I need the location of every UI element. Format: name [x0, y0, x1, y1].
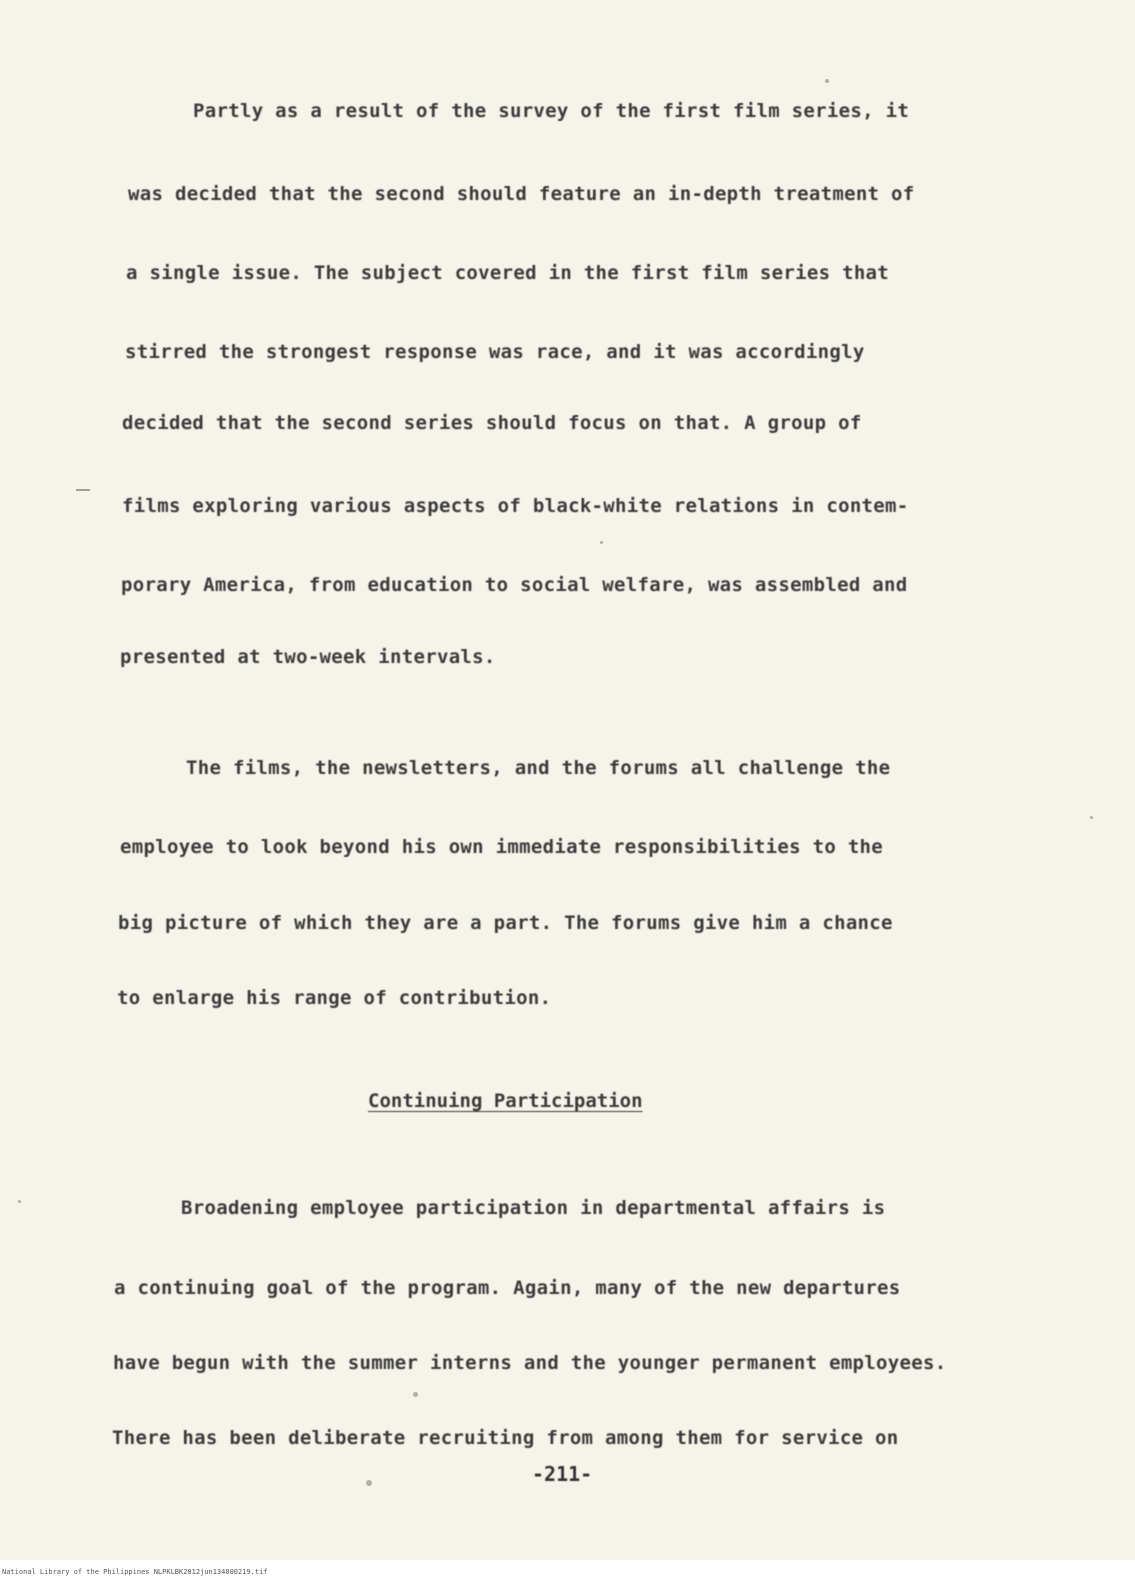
margin-mark	[76, 489, 90, 491]
paper-speck	[18, 1200, 21, 1203]
paragraph-1-line-7: porary America, from education to social welfare, was assembled and	[121, 574, 908, 596]
paper-speck	[413, 1392, 418, 1397]
paragraph-1-line-2: was decided that the second should feature an in-depth treatment of	[128, 183, 915, 205]
paragraph-3-line-3: have begun with the summer interns and the younger permanent employees.	[113, 1352, 947, 1374]
page-number: -211-	[532, 1462, 593, 1486]
paragraph-3-line-4: There has been deliberate recruiting from among them for service on	[112, 1427, 899, 1449]
paragraph-2-line-1: The films, the newsletters, and the forums all challenge the	[186, 757, 891, 779]
paper-speck	[1090, 816, 1093, 819]
paragraph-1-line-3: a single issue. The subject covered in the first film series that	[126, 262, 890, 284]
paper-speck	[600, 541, 603, 544]
paper-speck	[366, 1480, 372, 1486]
paragraph-3-line-1: Broadening employee participation in departmental affairs is	[181, 1197, 886, 1219]
paragraph-1-line-6: films exploring various aspects of black-white relations in contem-	[122, 495, 909, 517]
scan-label: National Library of the Philippines NLPKLBK2012jun134800219.tif	[2, 1568, 268, 1576]
paragraph-1-line-4: stirred the strongest response was race, and it was accordingly	[125, 341, 865, 363]
paragraph-1-line-5: decided that the second series should focus on that. A group of	[122, 412, 862, 434]
section-heading: Continuing Participation	[368, 1090, 643, 1112]
paper-speck	[825, 79, 829, 83]
paragraph-3-line-2: a continuing goal of the program. Again, many of the new departures	[114, 1277, 901, 1299]
paragraph-1-line-8: presented at two-week intervals.	[120, 646, 496, 668]
paragraph-2-line-4: to enlarge his range of contribution.	[117, 987, 552, 1009]
paragraph-2-line-3: big picture of which they are a part. The forums give him a chance	[118, 912, 893, 934]
paragraph-1-line-1: Partly as a result of the survey of the first film series, it	[193, 100, 910, 122]
paragraph-2-line-2: employee to look beyond his own immediate responsibilities to the	[120, 836, 884, 858]
